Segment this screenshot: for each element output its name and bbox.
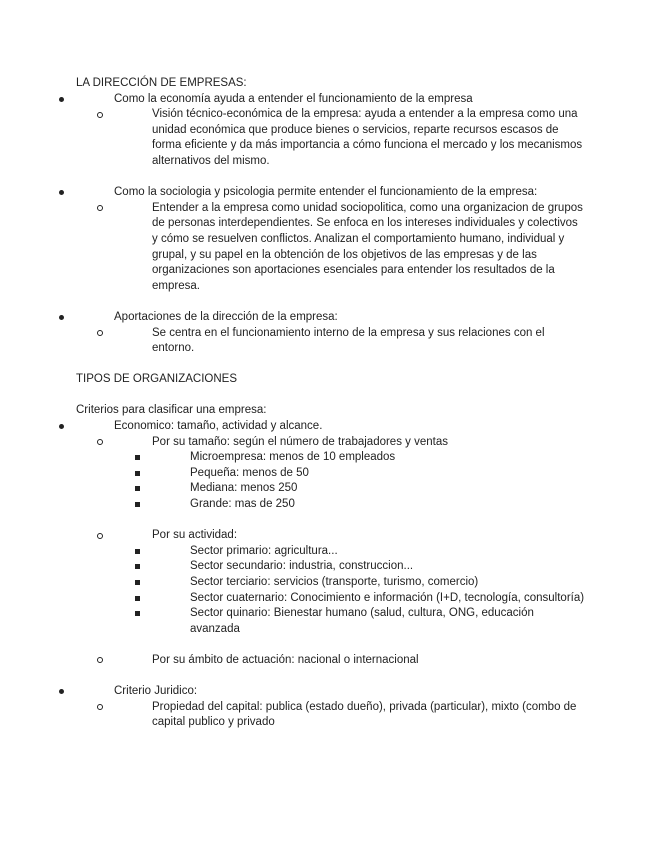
list-item-text: Mediana: menos 250 <box>190 482 298 495</box>
list-item <box>76 310 586 357</box>
hollow-bullet-icon <box>97 439 103 445</box>
list-item-text: Sector quinario: Bienestar humano (salud, cultura, ONG, educación avanzada <box>190 607 534 635</box>
document-page <box>76 76 586 731</box>
list-item-text: Sector cuaternario: Conocimiento e información (I+D, tecnología, consultoría) <box>190 591 585 604</box>
heading-tipos: TIPOS DE ORGANIZACIONES <box>76 373 238 386</box>
direccion-list <box>76 92 586 170</box>
square-bullet-icon <box>135 502 140 507</box>
criteria-list-2 <box>76 684 586 731</box>
spacer <box>76 388 586 404</box>
list-item-text: Sector primario: agricultura... <box>190 544 338 557</box>
list-item-text: Microempresa: menos de 10 empleados <box>190 451 396 464</box>
square-bullet-icon <box>135 564 140 569</box>
list-item <box>152 606 586 637</box>
list-item-text: Grande: mas de 250 <box>190 498 295 511</box>
list-item <box>114 700 586 731</box>
list-item <box>152 559 586 575</box>
sub-sub-list <box>152 544 586 638</box>
criteria-intro: Criterios para clasificar una empresa: <box>76 404 267 417</box>
direccion-list-3 <box>76 310 586 357</box>
list-item-text: Se centra en el funcionamiento interno de la empresa y sus relaciones con el entorno. <box>152 326 545 355</box>
sub-list <box>114 435 586 513</box>
hollow-bullet-icon <box>97 533 103 539</box>
list-item <box>114 107 586 169</box>
list-item-text: Aportaciones de la dirección de la empresa: <box>114 310 338 323</box>
square-bullet-icon <box>135 471 140 476</box>
filled-bullet-icon <box>59 97 64 102</box>
square-bullet-icon <box>135 596 140 601</box>
sub-list <box>114 700 586 731</box>
spacer <box>114 513 586 529</box>
criteria-list <box>76 419 586 669</box>
square-bullet-icon <box>135 486 140 491</box>
list-item <box>114 435 586 513</box>
list-item <box>152 497 586 513</box>
list-item-text: Visión técnico-económica de la empresa: ayuda a entender a la empresa como una unidad económica que produce bienes o servicios, reparte recursos escasos de forma eficiente y da más importancia a cómo funciona el mercado y los mecanismos alternativos del mismo. <box>152 108 583 167</box>
heading-direccion: LA DIRECCIÓN DE EMPRESAS: <box>76 77 247 89</box>
list-item-text: Economico: tamaño, actividad y alcance. <box>114 420 323 433</box>
spacer <box>114 637 586 653</box>
sub-list <box>114 107 586 169</box>
hollow-bullet-icon <box>97 704 103 710</box>
list-item-text: Sector terciario: servicios (transporte, turismo, comercio) <box>190 576 479 588</box>
list-item <box>76 419 586 669</box>
sub-list <box>114 201 586 295</box>
square-bullet-icon <box>135 611 140 616</box>
filled-bullet-icon <box>59 315 64 320</box>
list-item-text: Propiedad del capital: publica (estado dueño), privada (particular), mixto (combo de capital publico y privado <box>152 700 577 729</box>
list-item <box>152 575 586 591</box>
sub-list <box>114 653 586 669</box>
list-item <box>76 684 586 731</box>
sub-list <box>114 326 586 357</box>
list-item <box>152 481 586 497</box>
list-item <box>152 466 586 482</box>
list-item-text: Por su actividad: <box>152 529 238 542</box>
list-item-text: Por su tamaño: según el número de trabajadores y ventas <box>152 435 448 448</box>
sub-list <box>114 528 586 637</box>
hollow-bullet-icon <box>97 205 103 211</box>
list-item <box>152 450 586 466</box>
direccion-list-2 <box>76 185 586 294</box>
list-item-text: Criterio Juridico: <box>114 685 198 698</box>
spacer <box>76 669 586 685</box>
spacer <box>76 294 586 310</box>
spacer <box>76 357 586 373</box>
list-item-text: Por su ámbito de actuación: nacional o internacional <box>152 653 419 666</box>
square-bullet-icon <box>135 549 140 554</box>
filled-bullet-icon <box>59 190 64 195</box>
square-bullet-icon <box>135 580 140 585</box>
list-item <box>114 528 586 637</box>
hollow-bullet-icon <box>97 330 103 336</box>
list-item <box>114 201 586 295</box>
hollow-bullet-icon <box>97 112 103 118</box>
filled-bullet-icon <box>59 424 64 429</box>
list-item-text: Como la economía ayuda a entender el funcionamiento de la empresa <box>114 92 473 105</box>
list-item <box>114 326 586 357</box>
hollow-bullet-icon <box>97 657 103 663</box>
list-item-text: Como la sociologia y psicologia permite entender el funcionamiento de la empresa: <box>114 186 538 199</box>
list-item <box>152 544 586 560</box>
spacer <box>76 170 586 186</box>
list-item-text: Entender a la empresa como unidad sociopolitica, como una organizacion de grupos de personas interdependientes. Se enfoca en los intereses individuales y colectivos y cómo se resuelven conflictos. Analizan el comportamiento humano, individual y grupal, y su papel en la obtención de los objetivos de las empresas y de las organizaciones son aportaciones esenciales para entender los resultados de la empresa. <box>152 201 583 292</box>
list-item <box>152 591 586 607</box>
list-item <box>76 92 586 170</box>
list-item <box>114 653 586 669</box>
list-item-text: Pequeña: menos de 50 <box>190 466 309 479</box>
square-bullet-icon <box>135 455 140 460</box>
sub-sub-list <box>152 450 586 512</box>
list-item <box>76 185 586 294</box>
list-item-text: Sector secundario: industria, construccion... <box>190 560 414 573</box>
filled-bullet-icon <box>59 689 64 694</box>
